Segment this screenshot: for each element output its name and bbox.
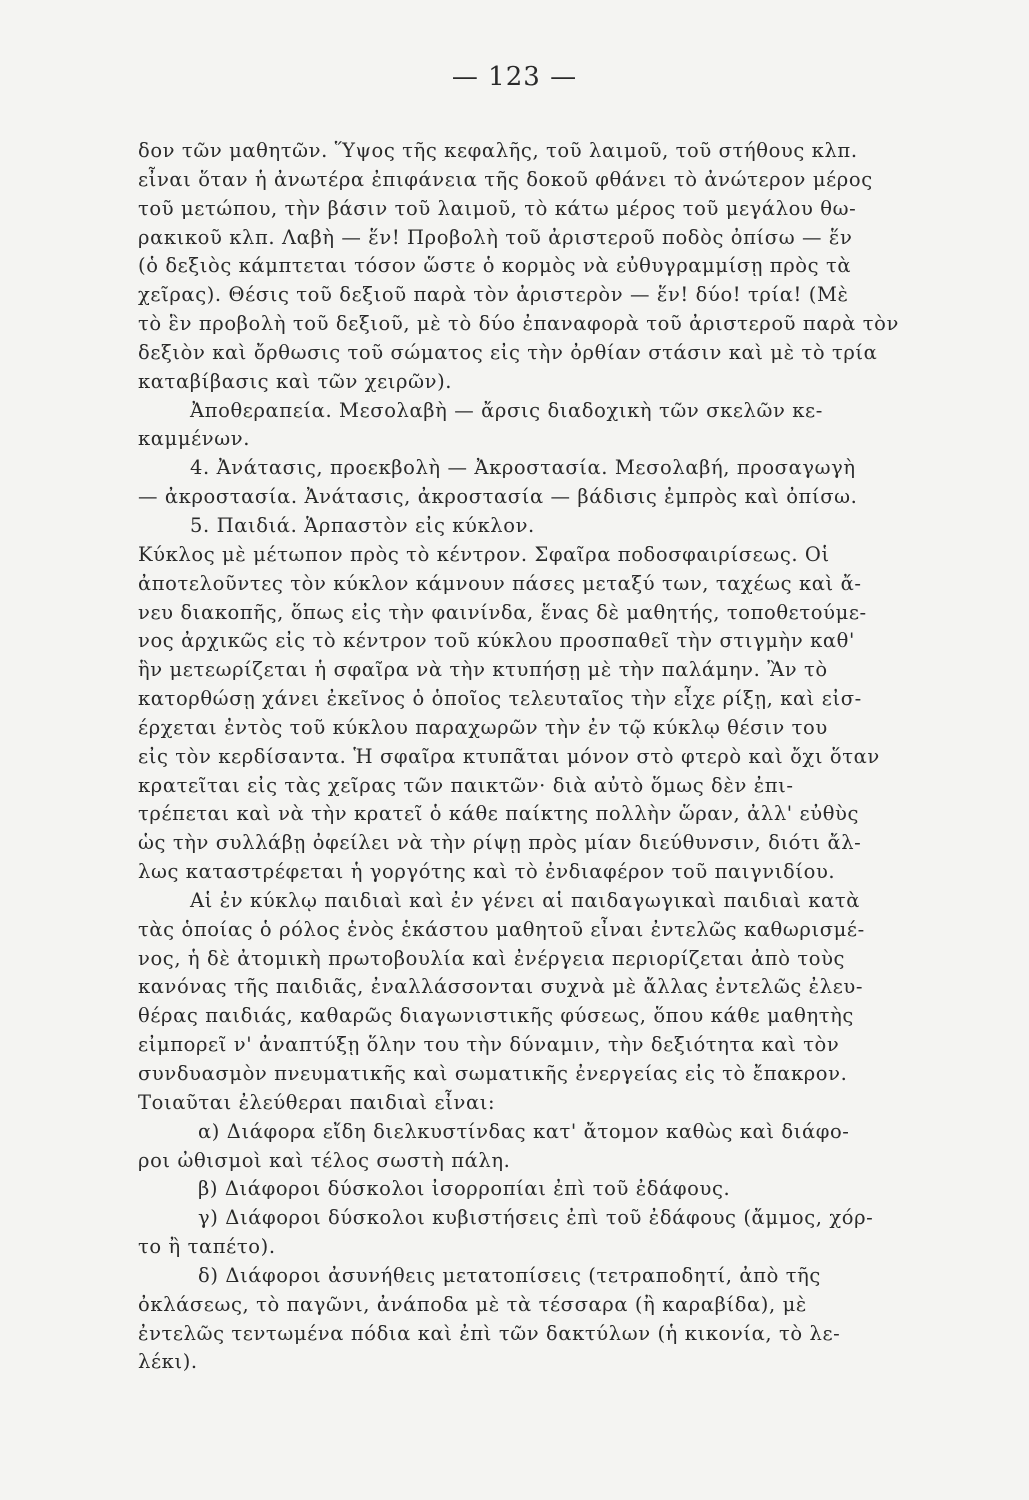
text-line: εἶναι ὅταν ἡ ἀνωτέρα ἐπιφάνεια τῆς δοκοῦ φθάνει τὸ ἀνώτερον μέρος xyxy=(138,167,873,191)
text-line: β) Διάφοροι δύσκολοι ἰσορροπίαι ἐπὶ τοῦ ἐδάφους. xyxy=(198,1177,731,1201)
text-line: Κύκλος μὲ μέτωπον πρὸς τὸ κέντρον. Σφαῖρα ποδοσφαιρίσεως. Οἱ xyxy=(138,542,830,566)
text-line: νος ἀρχικῶς εἰς τὸ κέντρον τοῦ κύκλου προσπαθεῖ τὴν στιγμὴν καθ' xyxy=(138,629,855,653)
text-line: Αἱ ἐν κύκλῳ παιδιαὶ καὶ ἐν γένει αἱ παιδαγωγικαὶ παιδιαὶ κατὰ xyxy=(190,888,860,912)
text-line: α) Διάφορα εἴδη διελκυστίνδας κατ' ἄτομον καθὼς καὶ διάφο- xyxy=(198,1119,850,1143)
page-body-text xyxy=(138,137,944,1377)
text-line: νος, ἡ δὲ ἀτομικὴ πρωτοβουλία καὶ ἐνέργεια περιορίζεται ἀπὸ τοὺς xyxy=(138,946,846,970)
text-line: λως καταστρέφεται ἡ γοργότης καὶ τὸ ἐνδιαφέρον τοῦ παιγνιδίου. xyxy=(138,860,836,884)
text-line: Ἀποθεραπεία. Μεσολαβὴ — ἄρσις διαδοχικὴ τῶν σκελῶν κε- xyxy=(190,398,823,422)
text-line: τὸ ἓν προβολὴ τοῦ δεξιοῦ, μὲ τὸ δύο ἐπαναφορὰ τοῦ ἀριστεροῦ παρὰ τὸν xyxy=(138,312,899,336)
text-line: εἰμπορεῖ ν' ἀναπτύξῃ ὅλην του τὴν δύναμιν, τὴν δεξιότητα καὶ τὸν xyxy=(138,1033,840,1057)
text-line: δεξιὸν καὶ ὄρθωσις τοῦ σώματος εἰς τὴν ὀρθίαν στάσιν καὶ μὲ τὸ τρία xyxy=(138,340,878,364)
text-line: καμμένων. xyxy=(138,427,251,451)
text-line: 4. Ἀνάτασις, προεκβολὴ — Ἀκροστασία. Μεσολαβή, προσαγωγὴ xyxy=(190,456,856,480)
text-line: τὰς ὁποίας ὁ ρόλος ἑνὸς ἑκάστου μαθητοῦ εἶναι ἐντελῶς καθωρισμέ- xyxy=(138,917,865,941)
text-line: ἀποτελοῦντες τὸν κύκλον κάμνουν πάσες μεταξύ των, ταχέως καὶ ἄ- xyxy=(138,571,862,595)
text-line: συνδυασμὸν πνευματικῆς καὶ σωματικῆς ἐνεργείας εἰς τὸ ἔπακρον. xyxy=(138,1062,848,1085)
text-line: δον τῶν μαθητῶν. Ὕψος τῆς κεφαλῆς, τοῦ λαιμοῦ, τοῦ στήθους κλπ. xyxy=(138,139,858,162)
text-line: δ) Διάφοροι ἀσυνήθεις μετατοπίσεις (τετραποδητί, ἀπὸ τῆς xyxy=(198,1263,821,1287)
text-line: 5. Παιδιά. Ἁρπαστὸν εἰς κύκλον. xyxy=(190,513,535,537)
text-line: κανόνας τῆς παιδιᾶς, ἐναλλάσσονται συχνὰ μὲ ἄλλας ἐντελῶς ἐλευ- xyxy=(138,975,864,999)
text-line: ρακικοῦ κλπ. Λαβὴ — ἕν! Προβολὴ τοῦ ἀριστεροῦ ποδὸς ὀπίσω — ἕν xyxy=(138,225,853,249)
page-number: — 123 — xyxy=(451,62,578,92)
text-line: θέρας παιδιάς, καθαρῶς διαγωνιστικῆς φύσεως, ὅπου κάθε μαθητὴς xyxy=(138,1004,854,1028)
text-line: ροι ὠθισμοὶ καὶ τέλος σωστὴ πάλη. xyxy=(138,1148,511,1172)
text-line: ἐντελῶς τεντωμένα πόδια καὶ ἐπὶ τῶν δακτύλων (ἡ κικονία, τὸ λε- xyxy=(138,1321,841,1345)
text-line: — ἀκροστασία. Ἀνάτασις, ἀκροστασία — βάδισις ἐμπρὸς καὶ ὀπίσω. xyxy=(138,485,858,509)
text-line: ἣν μετεωρίζεται ἡ σφαῖρα νὰ τὴν κτυπήσῃ μὲ τὴν παλάμην. Ἂν τὸ xyxy=(138,658,828,682)
text-line: λέκι). xyxy=(138,1350,198,1374)
text-line: ὀκλάσεως, τὸ παγῶνι, ἀνάποδα μὲ τὰ τέσσαρα (ἢ καραβίδα), μὲ xyxy=(138,1292,807,1316)
text-line: Τοιαῦται ἐλεύθεραι παιδιαὶ εἶναι: xyxy=(138,1090,496,1114)
text-line: (ὁ δεξιὸς κάμπτεται τόσον ὥστε ὁ κορμὸς νὰ εὐθυγραμμίσῃ πρὸς τὰ xyxy=(138,254,852,278)
text-line: τοῦ μετώπου, τὴν βάσιν τοῦ λαιμοῦ, τὸ κάτω μέρος τοῦ μεγάλου θω- xyxy=(138,196,857,220)
text-line: έρχεται ἐντὸς τοῦ κύκλου παραχωρῶν τὴν ἐν τῷ κύκλῳ θέσιν του xyxy=(138,715,828,739)
text-line: νευ διακοπῆς, ὅπως εἰς τὴν φαινίνδα, ἕνας δὲ μαθητής, τοποθετούμε- xyxy=(138,600,867,624)
text-line: το ἢ ταπέτο). xyxy=(138,1235,276,1259)
text-line: εἰς τὸν κερδίσαντα. Ἡ σφαῖρα κτυπᾶται μόνον στὸ φτερὸ καὶ ὄχι ὅταν xyxy=(138,744,880,768)
text-line: ὡς τὴν συλλάβῃ ὀφείλει νὰ τὴν ρίψῃ πρὸς μίαν διεύθυνσιν, διότι ἄλ- xyxy=(138,831,862,855)
text-line: κατορθώσῃ χάνει ἐκεῖνος ὁ ὁποῖος τελευταῖος τὴν εἶχε ρίξῃ, καὶ εἰσ- xyxy=(138,687,862,711)
text-line: καταβίβασις καὶ τῶν χειρῶν). xyxy=(138,369,453,393)
text-line: γ) Διάφοροι δύσκολοι κυβιστήσεις ἐπὶ τοῦ ἐδάφους (ἄμμος, χόρ- xyxy=(198,1206,874,1230)
text-line: τρέπεται καὶ νὰ τὴν κρατεῖ ὁ κάθε παίκτης πολλὴν ὥραν, ἀλλ' εὐθὺς xyxy=(138,802,860,826)
text-line: χεῖρας). Θέσις τοῦ δεξιοῦ παρὰ τὸν ἀριστερὸν — ἕν! δύο! τρία! (Μὲ xyxy=(138,283,849,307)
text-line: κρατεῖται εἰς τὰς χεῖρας τῶν παικτῶν· διὰ αὐτὸ ὅμως δὲν ἐπι- xyxy=(138,773,794,797)
